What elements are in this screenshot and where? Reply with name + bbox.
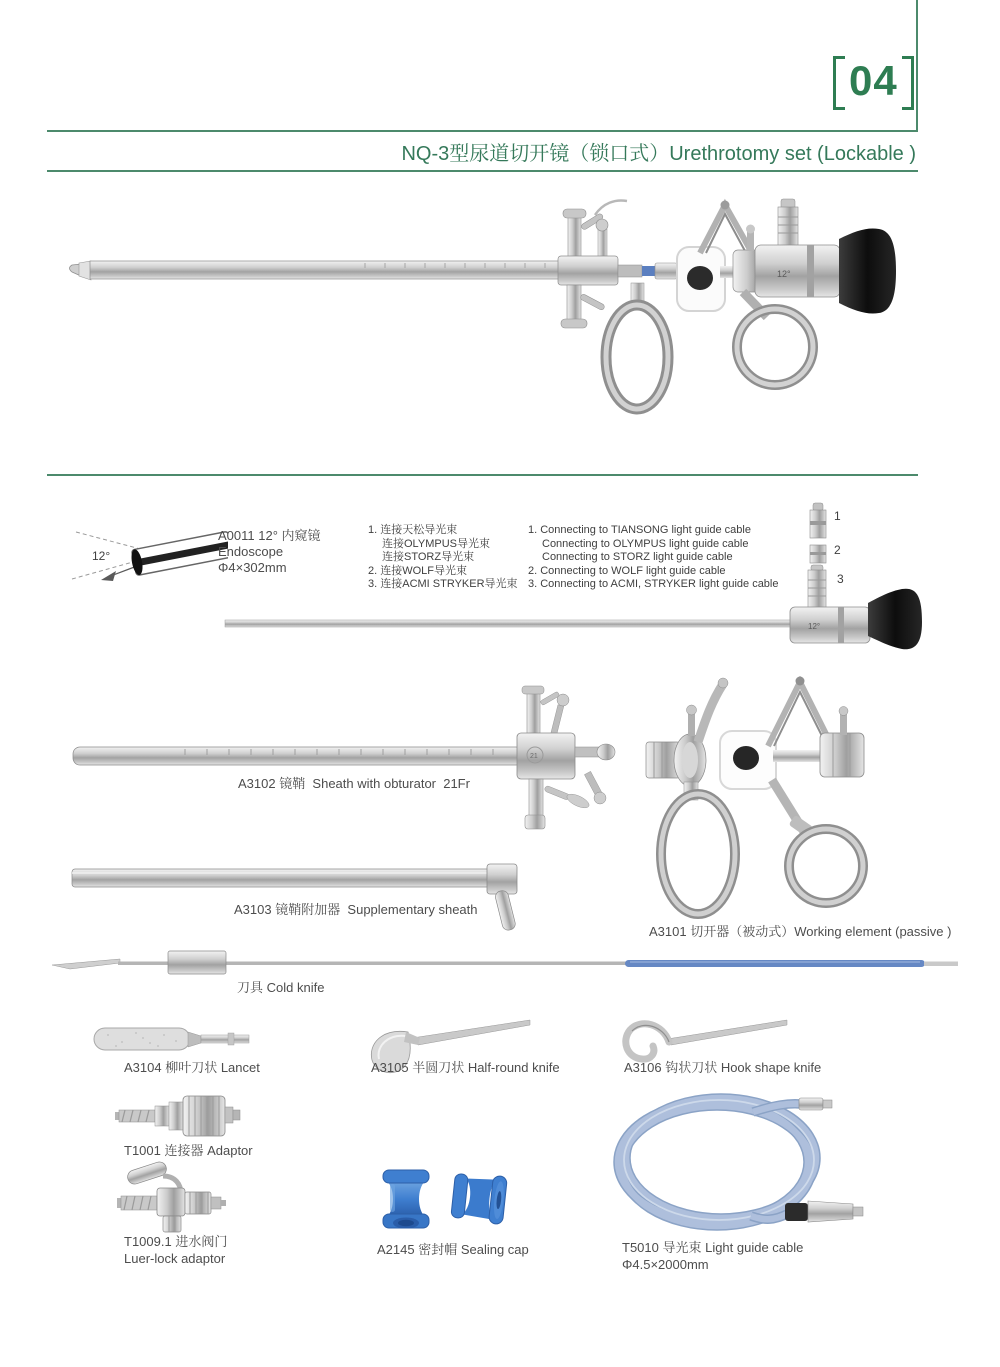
angle-callout: 12° bbox=[92, 549, 111, 563]
we-thumb-ring bbox=[772, 780, 863, 903]
main-sheath-ring-handle bbox=[606, 283, 668, 409]
we-ceramic-body bbox=[720, 731, 776, 789]
scope-shaft bbox=[225, 620, 792, 627]
cold-knife-insulated-shaft bbox=[625, 960, 925, 967]
header-rule-bottom bbox=[47, 170, 918, 172]
note-line: 3. Connecting to ACMI, STRYKER light guide cable bbox=[528, 578, 779, 590]
chapter-number-badge bbox=[833, 56, 914, 110]
luer-lock-label bbox=[124, 1233, 227, 1267]
scope-eyecup bbox=[868, 589, 922, 650]
cable-connector-small bbox=[799, 1098, 832, 1110]
main-eyepiece bbox=[755, 199, 896, 314]
note-line: Connecting to STORZ light guide cable bbox=[542, 551, 733, 563]
working-element-label: A3101 切开器（被动式）Working element (passive ) bbox=[649, 924, 952, 939]
cable-connector-large bbox=[785, 1201, 863, 1222]
sealing-cap-image bbox=[375, 1168, 520, 1232]
endoscope-spec: Φ4×302mm bbox=[218, 560, 287, 575]
cold-knife-hub bbox=[168, 951, 226, 974]
note-line: 1. 连接天松导光束 bbox=[368, 524, 458, 536]
page-title: NQ-3型尿道切开镜（锁口式）Urethrotomy set (Lockable ) bbox=[401, 143, 916, 165]
note-line: 3. 连接ACMI STRYKER导光束 bbox=[368, 578, 518, 590]
adapter-number-2: 2 bbox=[834, 543, 841, 557]
scope-angle-marking: 12° bbox=[808, 622, 821, 631]
half-round-knife-label: A3105 半圆刀状 Half-round knife bbox=[371, 1060, 560, 1075]
supp-sheath-handle bbox=[494, 889, 516, 931]
we-spring-housing bbox=[820, 707, 864, 778]
supplementary-sheath-label: A3103 镜鞘附加器 Supplementary sheath bbox=[234, 902, 478, 917]
chapter-number: 04 bbox=[849, 57, 898, 104]
cold-knife-blade bbox=[52, 959, 120, 969]
note-line: Connecting to OLYMPUS light guide cable bbox=[542, 537, 749, 550]
endoscope-name: Endoscope bbox=[218, 544, 284, 559]
working-element-image bbox=[628, 676, 958, 921]
note-line: 连接STORZ导光束 bbox=[382, 551, 475, 563]
supp-sheath-bar bbox=[72, 869, 492, 887]
endoscope-code: A0011 12° 内窥镜 bbox=[218, 528, 321, 543]
main-sheath-tube bbox=[70, 261, 561, 280]
header-vertical-rule bbox=[916, 0, 918, 131]
main-ceramic-body bbox=[677, 247, 725, 311]
lancet-label: A3104 柳叶刀状 Lancet bbox=[124, 1060, 260, 1075]
scope-eyepiece bbox=[790, 565, 922, 649]
main-spring-arms bbox=[700, 201, 751, 254]
bracket-left-icon bbox=[833, 56, 845, 110]
sealing-cap-side bbox=[451, 1171, 508, 1224]
sheath-label: A3102 镜鞘 Sheath with obturator 21Fr bbox=[238, 776, 470, 791]
adapter-number-3: 3 bbox=[837, 572, 844, 586]
hook-knife-label: A3106 钩状刀状 Hook shape knife bbox=[624, 1060, 822, 1075]
main-thumb-ring bbox=[737, 292, 813, 385]
luer-lock-image bbox=[113, 1160, 253, 1238]
supp-sheath-block bbox=[487, 864, 517, 894]
light-guide-cable-label-line1: T5010 导光束 Light guide cable bbox=[622, 1240, 804, 1255]
cold-knife-label: 刀具 Cold knife bbox=[237, 980, 325, 995]
main-eyecup bbox=[839, 228, 896, 313]
light-guide-cable-label bbox=[622, 1239, 803, 1273]
sheath-size-marking: 21 bbox=[530, 753, 538, 760]
header-rule-top bbox=[47, 130, 918, 132]
main-instrument-image bbox=[55, 195, 935, 425]
adapter-number-1: 1 bbox=[834, 509, 841, 523]
note-line: 连接OLYMPUS导光束 bbox=[382, 537, 490, 550]
we-left-connector bbox=[646, 734, 706, 786]
sheath-tube bbox=[73, 747, 523, 765]
adaptor-image bbox=[113, 1090, 248, 1142]
light-guide-cable-label-line2: Φ4.5×2000mm bbox=[622, 1257, 709, 1272]
lancet-image bbox=[88, 1018, 258, 1060]
cold-knife-image bbox=[40, 942, 960, 982]
main-connector bbox=[618, 263, 677, 279]
note-line: 2. Connecting to WOLF light guide cable bbox=[528, 564, 726, 577]
light-adapter-1 bbox=[810, 503, 826, 538]
we-finger-ring bbox=[661, 782, 735, 914]
luer-lock-label-line2: Luer-lock adaptor bbox=[124, 1251, 226, 1266]
sheath-image bbox=[55, 685, 655, 845]
light-guide-cable-image bbox=[603, 1088, 960, 1240]
note-line: 2. 连接WOLF导光束 bbox=[368, 564, 468, 577]
section-separator-rule bbox=[47, 474, 918, 476]
sealing-cap-upright bbox=[383, 1170, 429, 1229]
sheath-valve-assembly bbox=[517, 686, 615, 829]
main-hub-valves bbox=[558, 201, 627, 328]
we-top-arm bbox=[687, 678, 729, 742]
arrowhead-icon bbox=[101, 571, 116, 581]
supplementary-sheath-image bbox=[55, 855, 615, 940]
bracket-right-icon bbox=[902, 56, 914, 110]
cold-knife-tip bbox=[924, 962, 958, 967]
endoscope-image bbox=[150, 495, 950, 670]
main-eyepiece-angle-marking: 12° bbox=[777, 269, 791, 279]
note-line: 1. Connecting to TIANSONG light guide cable bbox=[528, 524, 751, 536]
adaptor-label: T1001 连接器 Adaptor bbox=[124, 1143, 253, 1158]
light-adapter-2 bbox=[810, 545, 826, 563]
luer-lock-label-line1: T1009.1 进水阀门 bbox=[124, 1234, 228, 1249]
sealing-cap-label: A2145 密封帽 Sealing cap bbox=[377, 1242, 529, 1257]
